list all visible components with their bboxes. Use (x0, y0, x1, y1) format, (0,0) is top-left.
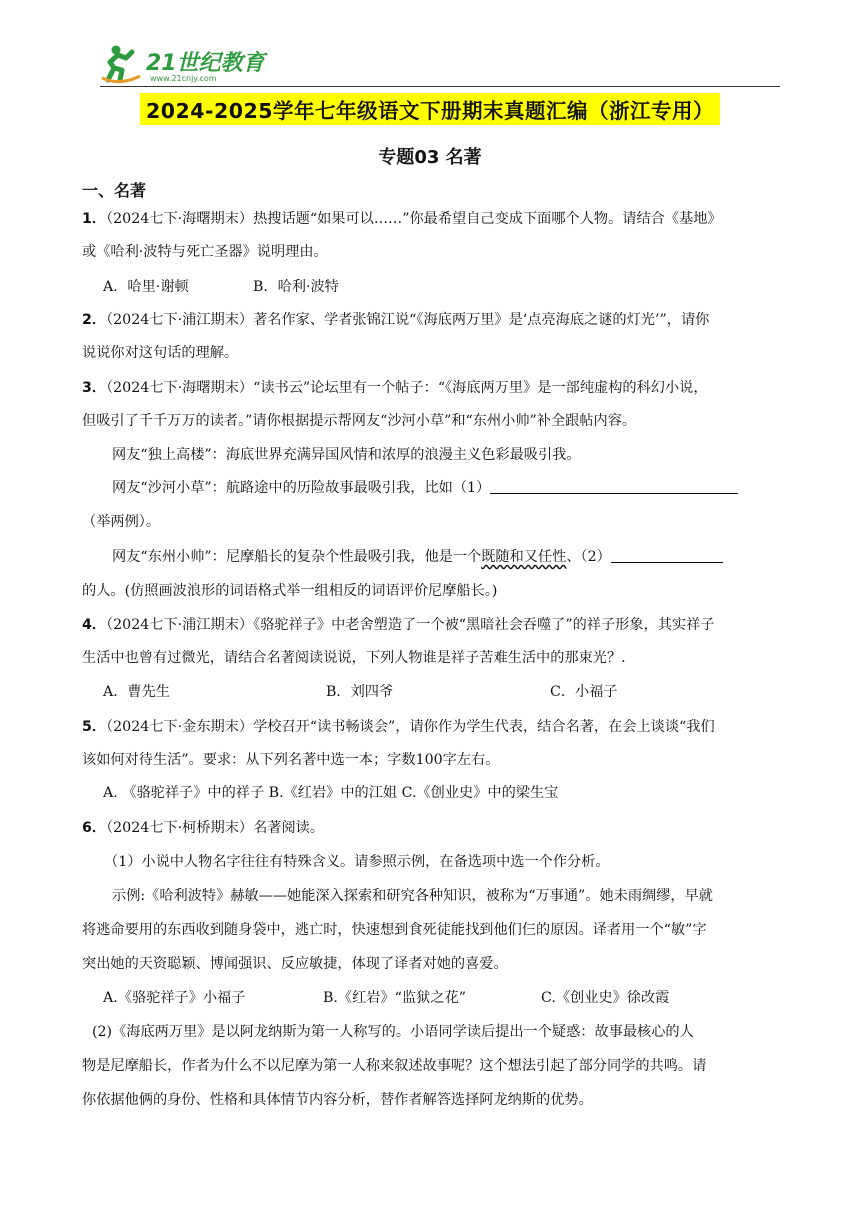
question-1-line-1 (82, 208, 782, 228)
question-3-line-7: 的人。(仿照画波浪形的词语格式举一组相反的词语评价尼摩船长。) (82, 583, 498, 599)
question-4-text: （2024七下·浦江期末）《骆驼祥子》中老舍塑造了一个被“黑暗社会吞噬了”的祥子形象，其实祥子 (106, 617, 715, 633)
question-1-line-2: 或《哈利·波特与死亡圣器》说明理由。 (82, 244, 328, 260)
runner-icon (102, 46, 140, 82)
question-3-line-3: 网友“独上高楼”：海底世界充满异国风情和浓厚的浪漫主义色彩最吸引我。 (112, 447, 581, 463)
question-6-options (103, 987, 803, 1007)
answer-blank-1[interactable] (490, 479, 738, 494)
example-line-3: 突出她的天资聪颖、博闻强识、反应敏捷，体现了译者对她的喜爱。 (82, 956, 508, 972)
page-title: 2024-2025学年七年级语文下册期末真题汇编（浙江专用） (140, 93, 720, 125)
question-3-prompt-1: 网友“沙河小草”：航路途中的历险故事最吸引我，比如（1） (112, 480, 491, 496)
question-1-number: 1． (82, 211, 107, 227)
answer-blank-2[interactable] (611, 548, 723, 563)
question-3-text: （2024七下·海曙期末）“读书云”论坛里有一个帖子：“《海底两万里》是一部纯虚构的科幻小说， (106, 380, 708, 396)
question-4-number: 4． (82, 617, 107, 633)
question-6-line-1 (82, 817, 782, 837)
question-5-text: （2024七下·金东期末）学校召开“读书畅谈会”，请你作为学生代表，结合名著，在会上谈谈“我们 (106, 719, 715, 735)
option-c: C．小福子 (550, 684, 618, 700)
question-3-number: 3． (82, 380, 107, 396)
wavy-underlined-words: 既随和又任性 (481, 549, 567, 565)
logo (100, 40, 275, 84)
question-2-line-2: 说说你对这句话的理解。 (82, 345, 239, 361)
question-3-line-6 (112, 546, 812, 566)
question-3-line-5: （举两例）。 (82, 514, 161, 530)
example-line-2: 将逃命要用的东西收到随身袋中，逃亡时，快速想到食死徒能找到他们仨的原因。译者用一个“敏”字 (82, 922, 707, 938)
question-3-line-4 (112, 477, 812, 497)
question-3-prompt-2: 网友“东州小帅”：尼摩船长的复杂个性最吸引我，他是一个 (112, 549, 482, 565)
logo-text: 21世纪教育 (146, 51, 265, 76)
option-b: B．哈利·波特 (253, 279, 339, 295)
example-line-1: 示例:《哈利波特》赫敏——她能深入探索和研究各种知识，被称为“万事通”。她未雨绸缪，早就 (112, 888, 713, 904)
page-header (100, 40, 780, 90)
question-5-line-1 (82, 716, 782, 736)
logo-subtext: www.21cnjy.com (150, 74, 217, 83)
question-5-line-2: 该如何对待生活”。要求：从下列名著中选一本；字数100字左右。 (82, 752, 500, 768)
option-b: B.《红岩》“监狱之花” (323, 990, 466, 1006)
question-2-line-1 (82, 309, 782, 329)
option-b: B．刘四爷 (326, 684, 394, 700)
option-c: C.《创业史》徐改霞 (541, 990, 670, 1006)
question-6-sub-2-line-2: 物是尼摩船长，作者为什么不以尼摩为第一人称来叙述故事呢？这个想法引起了部分同学的共鸣。请 (82, 1058, 707, 1074)
question-6-text: （2024七下·柯桥期末）名著阅读。 (106, 820, 325, 836)
question-6-sub-1: （1）小说中人物名字往往有特殊含义。请参照示例，在备选项中选一个作分析。 (104, 854, 610, 870)
question-2-number: 2． (82, 312, 107, 328)
question-6-number: 6． (82, 820, 107, 836)
title-container (0, 93, 860, 125)
option-a: A.《骆驼祥子》小福子 (103, 990, 246, 1006)
question-2-text: （2024七下·浦江期末）著名作家、学者张锦江说“《海底两万里》是‘点亮海底之谜的灯光’”，请你 (106, 312, 710, 328)
question-4-line-2: 生活中也曾有过微光，请结合名著阅读说说，下列人物谁是祥子苦难生活中的那束光？. (82, 650, 626, 666)
section-heading: 一、名著 (82, 181, 147, 200)
question-1-text: （2024七下·海曙期末）热搜话题“如果可以……”你最希望自己变成下面哪个人物。请结合《基地》 (106, 211, 722, 227)
question-1-options (103, 276, 803, 296)
header-divider (100, 86, 780, 87)
option-a: A．曹先生 (103, 684, 170, 700)
question-3-line-2: 但吸引了千千万万的读者。”请你根据提示帮网友“沙河小草”和“东州小帅”补全跟帖内容。 (82, 413, 637, 429)
question-4-line-1 (82, 614, 782, 634)
question-6-sub-2-line-1: (2)《海底两万里》是以阿龙纳斯为第一人称写的。小语同学读后提出一个疑惑：故事最核心的人 (92, 1024, 694, 1040)
option-a: A．哈里·谢顿 (103, 279, 189, 295)
question-5-number: 5． (82, 719, 107, 735)
page-subtitle: 专题03 名著 (378, 147, 482, 168)
question-3-blank-label: 、（2） (566, 549, 611, 565)
question-5-options: A. 《骆驼祥子》中的祥子 B.《红岩》中的江姐 C.《创业史》中的梁生宝 (103, 785, 559, 801)
question-4-options (103, 681, 803, 701)
question-6-sub-2-line-3: 你依据他俩的身份、性格和具体情节内容分析，替作者解答选择阿龙纳斯的优势。 (82, 1092, 593, 1108)
question-3-line-1 (82, 377, 782, 397)
